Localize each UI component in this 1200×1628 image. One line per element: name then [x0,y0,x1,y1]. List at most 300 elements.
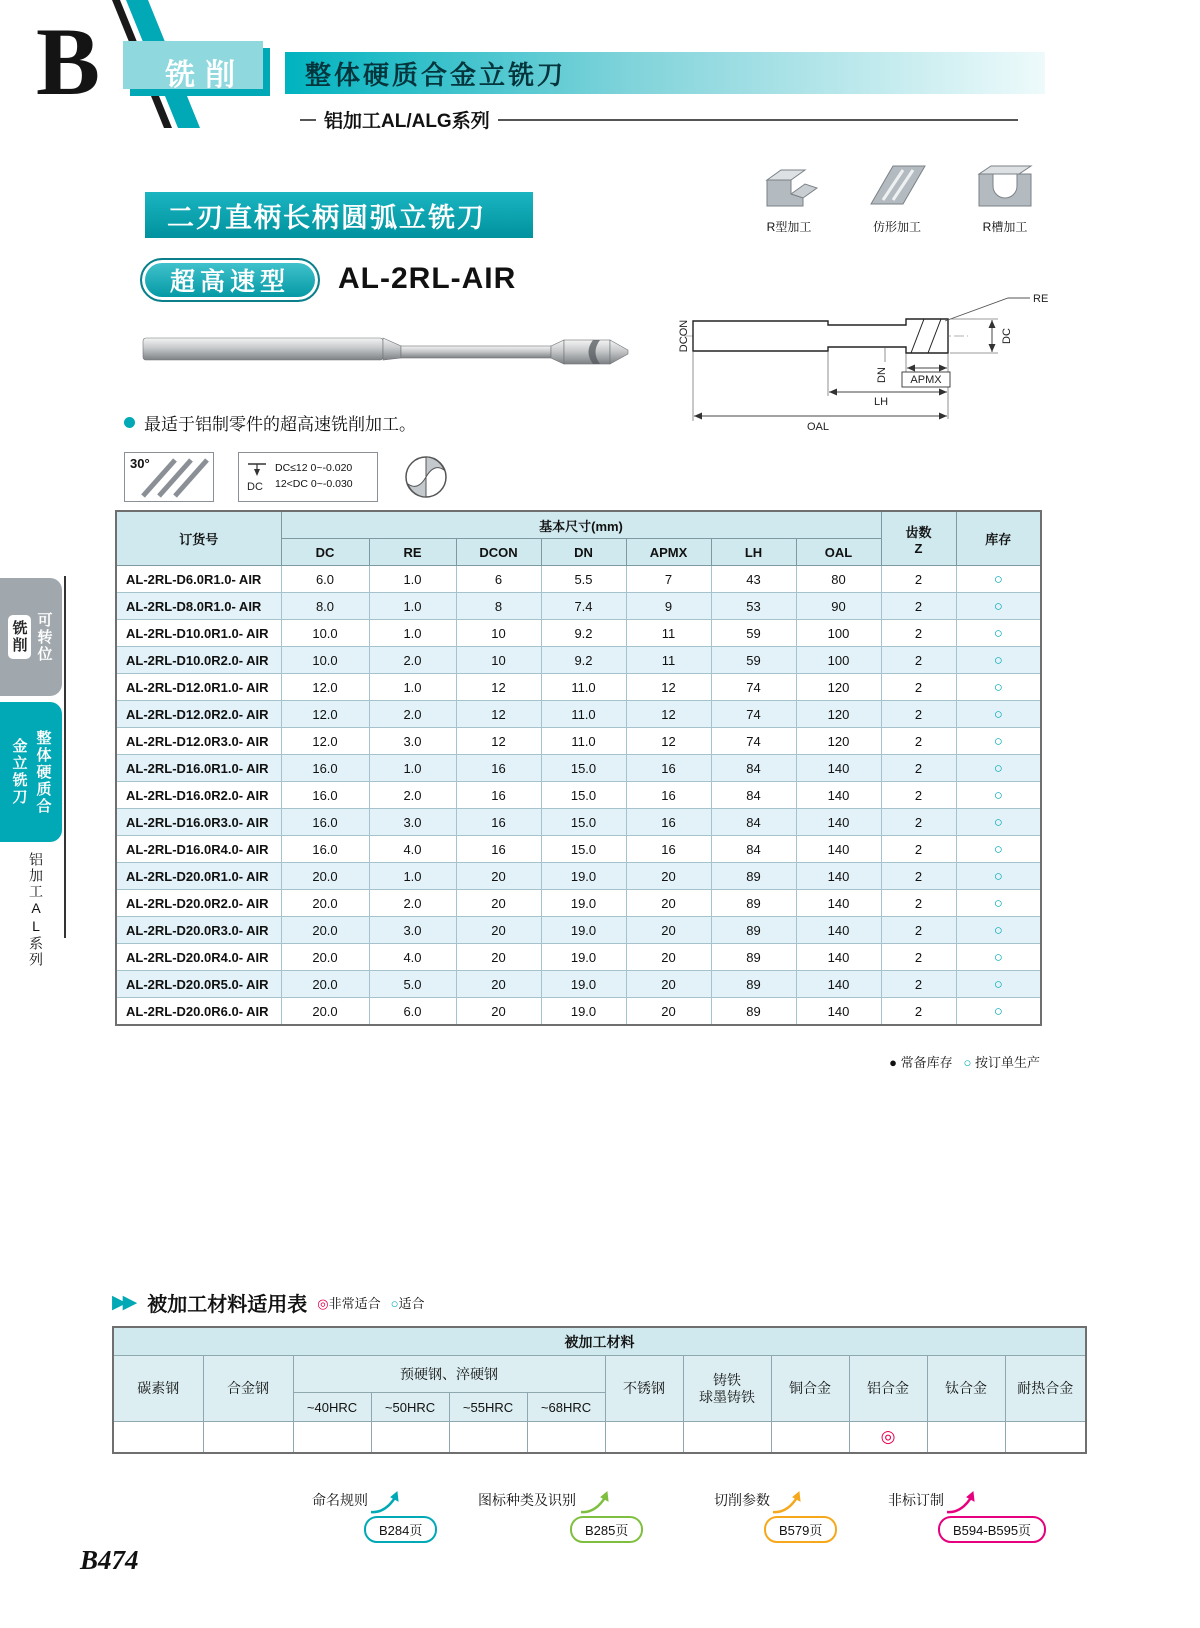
teeth-count-cell: 2 [881,674,956,701]
stock-indicator: ○ [956,728,1041,755]
suitability-cell [771,1422,849,1454]
teeth-header-line1: 齿数 [905,524,932,540]
table-row [116,890,1041,917]
dimension-cell: 19.0 [541,998,626,1026]
dimension-cell: 2.0 [369,647,456,674]
footer-link-label: 切削参数 [714,1492,770,1508]
dimension-cell: 16 [456,755,541,782]
teeth-count-cell: 2 [881,566,956,593]
teeth-count-cell: 2 [881,782,956,809]
dimension-cell: 11.0 [541,728,626,755]
dimension-cell: 140 [796,917,881,944]
dimension-cell: 1.0 [369,755,456,782]
dim-label-dn: DN [876,367,888,383]
dimension-cell: 84 [711,782,796,809]
dimension-cell: 20 [456,944,541,971]
stock-indicator: ○ [956,809,1041,836]
legend-good [391,1293,425,1312]
page-ref-pill[interactable]: B594-B595页 [938,1516,1046,1543]
dimension-cell: 8.0 [281,593,369,620]
page-ref-pill[interactable]: B579页 [764,1516,837,1543]
suitability-cell [605,1422,683,1454]
footer-link-label: 非标订制 [888,1492,944,1508]
hrc-col-50: ~50HRC [371,1393,449,1422]
dc-tolerance-glyph-icon [245,458,269,496]
size-table [115,510,1042,1026]
materials-table [112,1326,1087,1454]
dim-label-lh: LH [873,396,889,408]
dimension-cell: 12.0 [281,728,369,755]
order-number-cell: AL-2RL-D16.0R4.0- AIR [116,836,281,863]
stock-indicator: ○ [956,782,1041,809]
page-ref-pill[interactable]: B284页 [364,1516,437,1543]
dimension-cell: 16 [626,836,711,863]
dimension-cell: 20 [626,944,711,971]
dimension-cell: 20 [626,890,711,917]
suitability-cell [1005,1422,1086,1454]
footer-link-cutting-parameters [714,1488,904,1546]
stock-legend [600,1052,1040,1071]
dimension-cell: 20.0 [281,890,369,917]
dimension-cell: 10 [456,620,541,647]
footer-link-icon-types [478,1488,668,1546]
dimension-cell: 5.0 [369,971,456,998]
dim-label-re: RE [1033,293,1049,305]
good-mark-icon: ○ [390,1296,399,1311]
page-number: B474 [80,1545,139,1575]
teeth-count-cell: 2 [881,647,956,674]
dimension-cell: 9 [626,593,711,620]
suitability-cell [449,1422,527,1454]
dimension-cell: 2.0 [369,890,456,917]
series-subtitle [300,106,1018,133]
profiling-machining-icon [865,158,929,210]
teeth-count-cell: 2 [881,620,956,647]
size-table-body [116,566,1041,1026]
stock-indicator: ○ [956,620,1041,647]
flute-cross-section-icon [402,453,450,501]
suitability-cell [203,1422,293,1454]
order-number-cell: AL-2RL-D10.0R2.0- AIR [116,647,281,674]
dimension-cell: 20 [626,917,711,944]
material-stainless: 不锈钢 [605,1356,683,1422]
dimension-cell: 20 [456,917,541,944]
legend-best-label: 非常适合 [328,1296,381,1311]
table-row [116,809,1041,836]
table-row [116,782,1041,809]
material-copper: 铜合金 [771,1356,849,1422]
dimension-cell: 20 [456,971,541,998]
subtitle-text: 铝加工AL/ALG系列 [324,111,490,132]
dimension-cell: 10 [456,647,541,674]
order-number-cell: AL-2RL-D20.0R6.0- AIR [116,998,281,1026]
col-header-re: RE [369,539,456,566]
dimension-cell: 43 [711,566,796,593]
footer-link-naming-rules [312,1488,502,1546]
dimension-cell: 20.0 [281,971,369,998]
dimension-cell: 120 [796,674,881,701]
dimension-cell: 74 [711,728,796,755]
dimension-cell: 15.0 [541,782,626,809]
teeth-count-cell: 2 [881,728,956,755]
materials-heading [112,1288,424,1317]
footer-link-label: 图标种类及识别 [478,1492,576,1508]
dimension-cell: 4.0 [369,836,456,863]
cast-iron-line1: 铸铁 [713,1371,741,1388]
section-letter: B [36,8,101,115]
sidebar-tab1-text-right: 可转位 [35,611,53,663]
dimension-cell: 59 [711,647,796,674]
stock-indicator: ○ [956,593,1041,620]
stock-indicator: ○ [956,998,1041,1026]
teeth-count-cell: 2 [881,809,956,836]
teeth-count-cell: 2 [881,944,956,971]
teeth-count-cell: 2 [881,890,956,917]
order-number-cell: AL-2RL-D12.0R3.0- AIR [116,728,281,755]
order-number-cell: AL-2RL-D20.0R1.0- AIR [116,863,281,890]
order-number-cell: AL-2RL-D20.0R4.0- AIR [116,944,281,971]
dim-label-oal: OAL [806,421,830,433]
dimension-cell: 140 [796,809,881,836]
stock-indicator: ○ [956,755,1041,782]
suitability-cell [927,1422,1005,1454]
subtitle-rule [498,119,1018,121]
footer-link-custom-order [888,1488,1078,1546]
dimension-cell: 1.0 [369,593,456,620]
table-row [116,620,1041,647]
sidebar-tab2-text-left: 金立铣刀 [10,738,28,806]
sidebar-tab-indexable-milling[interactable] [0,578,62,696]
r-groove-machining-icon [973,158,1037,210]
dimension-cell: 10.0 [281,620,369,647]
order-number-cell: AL-2RL-D16.0R3.0- AIR [116,809,281,836]
table-row [116,755,1041,782]
table-row [116,863,1041,890]
table-row [116,701,1041,728]
dimension-cell: 140 [796,998,881,1026]
table-row [116,836,1041,863]
dim-label-dc: DC [1001,328,1013,344]
model-number: AL-2RL-AIR [338,262,517,295]
dim-label-apmx: APMX [910,374,942,386]
stock-indicator: ○ [956,836,1041,863]
page-ref-pill[interactable]: B285页 [570,1516,643,1543]
material-prehardened: 预硬钢、淬硬钢 [293,1356,605,1393]
double-arrow-icon: ▶▶ [112,1292,134,1313]
dimension-cell: 15.0 [541,755,626,782]
table-row [116,674,1041,701]
table-row [116,944,1041,971]
dimension-cell: 16 [626,755,711,782]
dimension-cell: 9.2 [541,620,626,647]
dimension-cell: 140 [796,863,881,890]
stock-indicator: ○ [956,890,1041,917]
tolerance-ref-label: DC [247,481,263,493]
stock-indicator: ○ [956,917,1041,944]
dimension-cell: 4.0 [369,944,456,971]
dimension-cell: 19.0 [541,917,626,944]
dimension-cell: 2.0 [369,701,456,728]
machining-item-r-groove [964,158,1046,235]
aluminum-best-mark: ◎ [880,1427,896,1446]
teeth-header-line2: Z [914,540,923,556]
teeth-count-cell: 2 [881,917,956,944]
col-header-oal: OAL [796,539,881,566]
stock-filled-symbol: ● [889,1055,898,1070]
dimension-cell: 140 [796,782,881,809]
machining-icon-label: 仿形加工 [872,220,921,234]
hrc-col-40: ~40HRC [293,1393,371,1422]
material-alloy-steel: 合金钢 [203,1356,293,1422]
tolerance-line-2: 12<DC 0~-0.030 [275,478,353,490]
feature-bullet [124,410,416,435]
dimension-cell: 16.0 [281,782,369,809]
dimension-cell: 7 [626,566,711,593]
dimension-cell: 140 [796,944,881,971]
stock-open-symbol: ○ [963,1055,972,1070]
suitability-cell [527,1422,605,1454]
sidebar-divider [64,576,66,938]
teeth-count-cell: 2 [881,836,956,863]
dimension-cell: 120 [796,701,881,728]
dimension-cell: 10.0 [281,647,369,674]
dimension-cell: 16 [626,782,711,809]
dimension-cell: 19.0 [541,971,626,998]
dimension-cell: 9.2 [541,647,626,674]
machining-icon-label: R槽加工 [982,220,1028,234]
dimension-cell: 100 [796,647,881,674]
teeth-count-cell: 2 [881,971,956,998]
dimension-cell: 11.0 [541,674,626,701]
dimension-cell: 16.0 [281,755,369,782]
dimension-cell: 20.0 [281,944,369,971]
order-number-cell: AL-2RL-D20.0R2.0- AIR [116,890,281,917]
dimension-cell: 84 [711,755,796,782]
machining-item-r-type [748,158,830,235]
dimension-cell: 12 [456,701,541,728]
cast-iron-line2: 球墨铸铁 [699,1388,755,1405]
stock-indicator: ○ [956,647,1041,674]
r-type-machining-icon [757,158,821,210]
table-row [116,728,1041,755]
col-header-teeth [881,511,956,566]
dimension-cell: 89 [711,863,796,890]
stock-indicator: ○ [956,944,1041,971]
dimension-cell: 12.0 [281,701,369,728]
speed-type-badge: 超高速型 [140,258,320,302]
dimension-cell: 1.0 [369,674,456,701]
dimension-cell: 20.0 [281,863,369,890]
page-title: 整体硬质合金立铣刀 [305,59,567,90]
dimension-cell: 12 [626,701,711,728]
dimension-cell: 20 [626,998,711,1026]
dimension-drawing [678,284,1078,449]
dimension-cell: 16 [456,782,541,809]
teeth-count-cell: 2 [881,593,956,620]
dimension-cell: 3.0 [369,728,456,755]
suitability-cell [113,1422,203,1454]
stock-indicator: ○ [956,566,1041,593]
dimension-cell: 11 [626,647,711,674]
dimension-cell: 5.5 [541,566,626,593]
hrc-col-68: ~68HRC [527,1393,605,1422]
dimension-cell: 80 [796,566,881,593]
table-row [116,566,1041,593]
dimension-cell: 12.0 [281,674,369,701]
dimension-cell: 20 [456,998,541,1026]
table-row [116,998,1041,1026]
materials-title: 被加工材料适用表 [147,1294,308,1316]
dimension-cell: 19.0 [541,863,626,890]
dimension-cell: 16 [456,836,541,863]
stock-indicator: ○ [956,701,1041,728]
stock-indicator: ○ [956,863,1041,890]
dimension-cell: 89 [711,998,796,1026]
dimension-cell: 84 [711,809,796,836]
title-band [285,52,1045,94]
dimension-cell: 140 [796,971,881,998]
teeth-count-cell: 2 [881,998,956,1026]
col-header-dn: DN [541,539,626,566]
legend-good-label: 适合 [398,1296,425,1311]
machining-item-profiling [856,158,938,235]
dimension-cell: 53 [711,593,796,620]
sidebar-series-label: 铝加工AL系列 [28,852,44,968]
table-row [116,971,1041,998]
table-row [116,917,1041,944]
stock-open-label: 按订单生产 [974,1055,1040,1070]
col-header-order: 订货号 [116,511,281,566]
swoosh-arrow-icon [368,1490,402,1516]
product-section-title: 二刃直柄长柄圆弧立铣刀 [145,192,533,238]
stock-indicator: ○ [956,971,1041,998]
bullet-icon [124,417,135,428]
helix-angle-icon [124,452,214,502]
order-number-cell: AL-2RL-D6.0R1.0- AIR [116,566,281,593]
dimension-cell: 89 [711,971,796,998]
dimension-cell: 19.0 [541,890,626,917]
end-mill-photo [138,320,638,386]
dimension-cell: 7.4 [541,593,626,620]
col-header-dims-group: 基本尺寸(mm) [281,511,881,539]
order-number-cell: AL-2RL-D8.0R1.0- AIR [116,593,281,620]
col-header-lh: LH [711,539,796,566]
dimension-cell: 6.0 [369,998,456,1026]
material-heat-resistant: 耐热合金 [1005,1356,1086,1422]
dimension-cell: 20 [626,971,711,998]
stock-filled-label: 常备库存 [900,1055,953,1070]
dimension-cell: 15.0 [541,809,626,836]
feature-text: 最适于铝制零件的超高速铣削加工。 [144,415,416,434]
material-carbon-steel: 碳素钢 [113,1356,203,1422]
teeth-count-cell: 2 [881,701,956,728]
teeth-count-cell: 2 [881,755,956,782]
dimension-cell: 16 [456,809,541,836]
col-header-dcon: DCON [456,539,541,566]
machining-icons [748,158,1046,235]
dimension-cell: 3.0 [369,809,456,836]
col-header-dc: DC [281,539,369,566]
col-header-apmx: APMX [626,539,711,566]
dimension-cell: 74 [711,701,796,728]
dimension-cell: 20.0 [281,917,369,944]
dimension-cell: 16.0 [281,809,369,836]
dimension-cell: 89 [711,890,796,917]
dimension-cell: 16 [626,809,711,836]
suitability-cell [293,1422,371,1454]
dimension-cell: 11 [626,620,711,647]
dimension-cell: 120 [796,728,881,755]
swoosh-arrow-icon [770,1490,804,1516]
swoosh-arrow-icon [944,1490,978,1516]
dimension-cell: 12 [456,674,541,701]
suitability-cell [683,1422,771,1454]
footer-link-label: 命名规则 [312,1492,368,1508]
sidebar-tab2-text-right: 整体硬质合 [34,729,52,815]
best-mark-icon: ◎ [317,1296,329,1311]
dimension-cell: 100 [796,620,881,647]
dimension-cell: 11.0 [541,701,626,728]
dimension-cell: 15.0 [541,836,626,863]
table-row [116,593,1041,620]
sidebar-tab-solid-carbide-endmill[interactable] [0,702,62,842]
dimension-cell: 8 [456,593,541,620]
col-header-stock: 库存 [956,511,1041,566]
dimension-cell: 84 [711,836,796,863]
order-number-cell: AL-2RL-D20.0R5.0- AIR [116,971,281,998]
sidebar-tab1-text-left: 铣削 [8,615,31,659]
dimension-cell: 6 [456,566,541,593]
dimension-cell: 74 [711,674,796,701]
order-number-cell: AL-2RL-D12.0R1.0- AIR [116,674,281,701]
dimension-cell: 140 [796,890,881,917]
hrc-col-55: ~55HRC [449,1393,527,1422]
dimension-cell: 12 [626,728,711,755]
subtitle-dash [300,119,316,121]
dimension-cell: 19.0 [541,944,626,971]
dimension-cell: 12 [626,674,711,701]
dimension-cell: 140 [796,836,881,863]
teeth-count-cell: 2 [881,863,956,890]
dimension-cell: 1.0 [369,863,456,890]
dimension-cell: 16.0 [281,836,369,863]
tolerance-icon [238,452,378,502]
dimension-cell: 3.0 [369,917,456,944]
swoosh-arrow-icon [578,1490,612,1516]
stock-indicator: ○ [956,674,1041,701]
category-box [130,48,270,96]
dimension-cell: 1.0 [369,620,456,647]
order-number-cell: AL-2RL-D20.0R3.0- AIR [116,917,281,944]
dimension-cell: 12 [456,728,541,755]
legend-best [317,1293,380,1312]
dimension-cell: 140 [796,755,881,782]
material-aluminum: 铝合金 [849,1356,927,1422]
helix-angle-value: 30° [130,456,150,471]
dim-label-dcon: DCON [678,319,690,353]
spec-icons-row [124,452,450,502]
dimension-cell: 89 [711,944,796,971]
dimension-cell: 20 [626,863,711,890]
table-row [116,647,1041,674]
dimension-cell: 2.0 [369,782,456,809]
dimension-cell: 6.0 [281,566,369,593]
order-number-cell: AL-2RL-D16.0R2.0- AIR [116,782,281,809]
category-label: 铣削 [165,59,245,92]
dimension-cell: 90 [796,593,881,620]
dimension-cell: 20.0 [281,998,369,1026]
materials-table-title: 被加工材料 [113,1327,1086,1356]
